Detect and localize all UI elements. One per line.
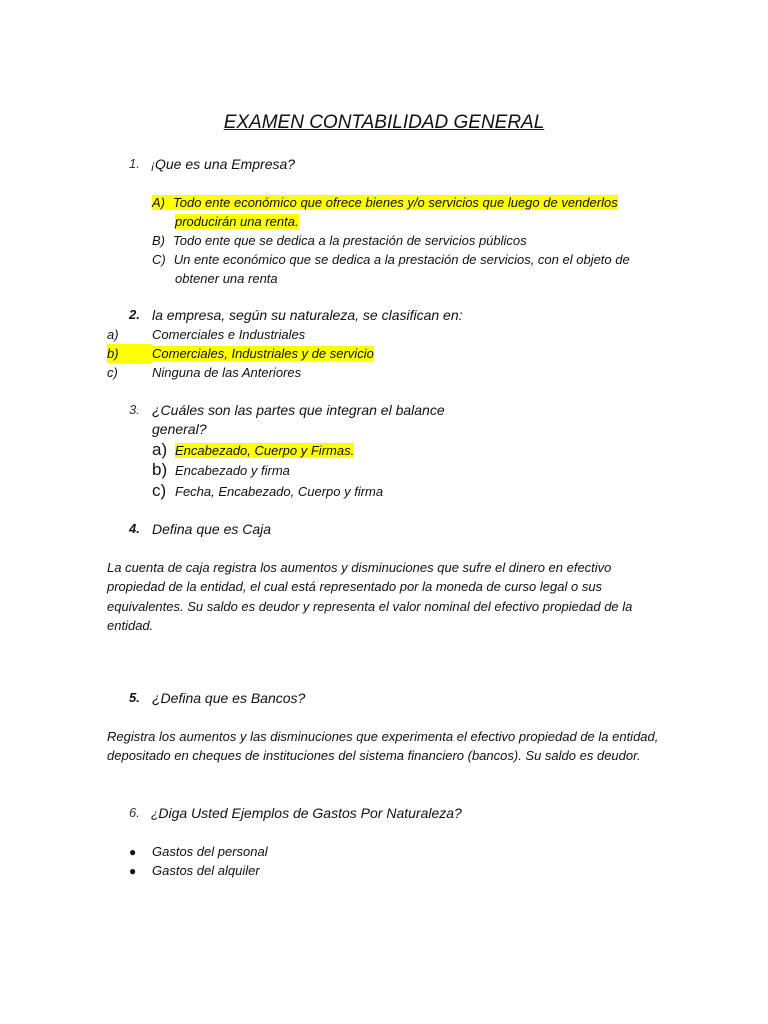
q6-number: 6. — [129, 805, 140, 820]
q1-option-a-label: A) — [152, 195, 173, 210]
q3-option-c — [152, 481, 383, 501]
q4-question: Defina que es Caja — [152, 521, 272, 537]
q3-option-b-text: Encabezado y firma — [175, 463, 290, 478]
q6-bullet-1 — [129, 842, 268, 862]
q3-question-line1: ¿Cuáles son las partes que integran el balance — [152, 402, 445, 418]
q3-number: 3. — [129, 402, 140, 417]
q2-option-b-label: b) — [107, 344, 152, 363]
q6-text: Diga Usted Ejemplos de Gastos Por Naturaleza? — [158, 805, 462, 821]
q1-prefix: ¡ — [151, 158, 155, 172]
q1-number: 1. — [129, 156, 140, 171]
q2-option-a-text: Comerciales e Industriales — [152, 327, 306, 342]
q5-number: 5. — [129, 690, 140, 705]
q1-option-b-label: B) — [152, 233, 165, 248]
q6-prefix: ¿ — [151, 807, 159, 821]
q1-option-a-line2: producirán una renta. — [175, 214, 299, 229]
q4-answer: La cuenta de caja registra los aumentos y disminuciones que sufre el dinero en efectivo propiedad de la entidad, el cual está representado por la moneda de curso legal o sus equivalentes. Su saldo es deudor y representa el valor nominal del efectivo propiedad de la entidad. — [107, 560, 633, 633]
q1-option-a-cont — [175, 212, 299, 231]
q3-option-c-label: c) — [152, 481, 167, 500]
q6-question — [151, 805, 462, 821]
q1-question — [151, 156, 295, 172]
q3-option-b-label: b) — [152, 460, 168, 479]
bullet-icon: ● — [129, 845, 137, 859]
q5-question: ¿Defina que es Bancos? — [152, 690, 306, 706]
q5-answer: Registra los aumentos y las disminuciones que experimenta el efectivo propiedad de la entidad, depositado en cheques de instituciones del sistema financiero (bancos). Su saldo es deudor. — [107, 729, 659, 764]
q2-number: 2. — [129, 307, 140, 322]
q3-option-a — [152, 440, 354, 460]
q4-number: 4. — [129, 521, 140, 536]
page-title: EXAMEN CONTABILIDAD GENERAL — [223, 112, 545, 133]
q6-bullet-1-text: Gastos del personal — [152, 844, 268, 859]
q6-bullet-2-text: Gastos del alquiler — [152, 863, 260, 878]
q1-option-a-line1: Todo ente económico que ofrece bienes y/o servicios que luego de venderlos — [173, 195, 618, 210]
q1-option-c-cont — [175, 269, 278, 288]
q3-option-b — [152, 460, 290, 480]
q6-bullet-2 — [129, 861, 260, 881]
q2-option-a-label: a) — [107, 327, 119, 342]
q2-option-c-label: c) — [107, 365, 118, 380]
q1-option-c-label: C) — [152, 252, 166, 267]
q1-option-c-line1: Un ente económico que se dedica a la prestación de servicios, con el objeto de — [173, 252, 630, 267]
q1-text: Que es una Empresa? — [155, 156, 296, 172]
q2-option-c-text: Ninguna de las Anteriores — [152, 365, 302, 380]
bullet-icon: ● — [129, 864, 137, 878]
q3-option-c-text: Fecha, Encabezado, Cuerpo y firma — [175, 484, 384, 499]
q1-option-c-line2: obtener una renta — [175, 271, 278, 286]
q1-option-a — [152, 193, 618, 212]
q2-option-b-text: Comerciales, Industriales y de servicio — [152, 346, 374, 361]
q1-option-b — [152, 231, 527, 250]
q2-question: la empresa, según su naturaleza, se clasifican en: — [152, 307, 463, 323]
q2-option-a — [107, 325, 305, 344]
q2-option-c — [107, 363, 301, 382]
q3-option-a-label: a) — [152, 440, 168, 459]
q3-question-line2: general? — [152, 421, 207, 437]
q3-option-a-text: Encabezado, Cuerpo y Firmas. — [175, 443, 355, 458]
q2-option-b — [107, 344, 374, 363]
q1-option-c — [152, 250, 630, 269]
q1-option-b-text: Todo ente que se dedica a la prestación de servicios públicos — [173, 233, 527, 248]
